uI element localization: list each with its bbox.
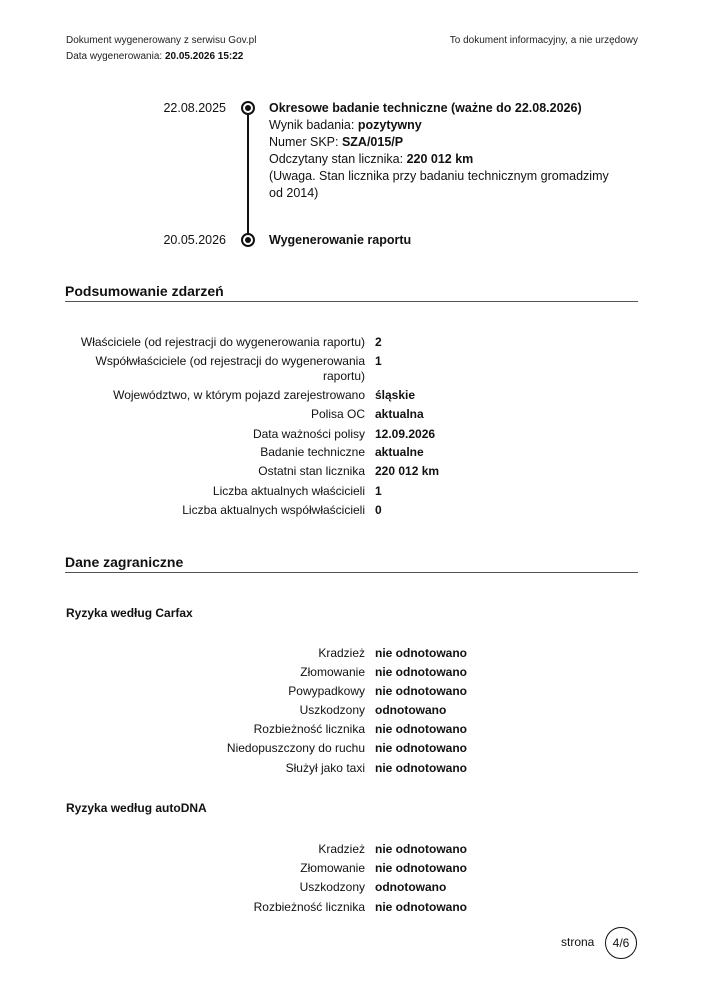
row-value: aktualne [375,445,424,459]
timeline-dot-icon [241,233,255,247]
odometer-label: Odczytany stan licznika: [269,152,404,166]
row-value: 12.09.2026 [375,427,436,441]
timeline-event-inspection [269,100,614,202]
row-key: Właściciele (od rejestracji do wygenerowania raportu) [80,335,365,349]
row-value: 2 [375,335,382,349]
row-key: Służył jako taxi [285,761,365,775]
page-number: 4/6 [605,927,637,959]
row-key: Rozbieżność licznika [253,722,365,736]
section-title-foreign: Dane zagraniczne [65,554,638,573]
row-key: Data ważności polisy [252,427,365,441]
skp-label: Numer SKP: [269,135,339,149]
row-value: odnotowano [375,880,447,894]
row-key: Uszkodzony [299,703,365,717]
row-value: 1 [375,484,382,498]
row-key: Kradzież [318,646,365,660]
row-value: odnotowano [375,703,447,717]
header-disclaimer: To dokument informacyjny, a nie urzędowy [449,35,638,46]
event-title: Okresowe badanie techniczne (ważne do 22.08.2026) [269,101,582,115]
row-key: Badanie techniczne [260,445,365,459]
row-value: 1 [375,354,382,368]
subsection-title-autodna: Ryzyka według autoDNA [66,801,207,815]
header-generated-date [66,51,243,62]
row-key: Rozbieżność licznika [253,900,365,914]
row-value: nie odnotowano [375,861,467,875]
row-key: Ostatni stan licznika [258,464,365,478]
row-value: nie odnotowano [375,665,467,679]
header-source: Dokument wygenerowany z serwisu Gov.pl [66,35,257,46]
page-label: strona [561,935,595,949]
subsection-title-carfax: Ryzyka według Carfax [66,606,193,620]
generated-date-label: Data wygenerowania: [66,51,163,62]
result-value: pozytywny [357,118,422,132]
row-value: 220 012 km [375,464,440,478]
row-key: Złomowanie [300,861,365,875]
timeline-date: 22.08.2025 [163,101,226,115]
row-key: Powypadkowy [288,684,365,698]
odometer-value: 220 012 km [406,152,474,166]
row-value: nie odnotowano [375,646,467,660]
event-title: Wygenerowanie raportu [269,233,412,247]
row-value: nie odnotowano [375,741,467,755]
row-value: 0 [375,503,382,517]
row-key: Liczba aktualnych współwłaścicieli [182,503,365,517]
timeline-dot-icon [241,101,255,115]
odometer-note: (Uwaga. Stan licznika przy badaniu technicznym gromadzimy od 2014) [269,169,609,200]
row-value: nie odnotowano [375,842,467,856]
section-title-summary: Podsumowanie zdarzeń [65,283,638,302]
row-key: Polisa OC [310,407,365,421]
row-value: aktualna [375,407,424,421]
row-value: nie odnotowano [375,900,467,914]
row-key: Uszkodzony [299,880,365,894]
timeline-line [247,107,249,240]
timeline-event-report [269,232,614,249]
row-key: Liczba aktualnych właścicieli [212,484,365,498]
row-value: nie odnotowano [375,761,467,775]
row-key: Współwłaściciele (od rejestracji do wygenerowania raportu) [95,354,365,383]
row-value: nie odnotowano [375,722,467,736]
generated-date-value: 20.05.2026 15:22 [164,51,244,62]
skp-value: SZA/015/P [341,135,404,149]
row-value: nie odnotowano [375,684,467,698]
result-label: Wynik badania: [269,118,355,132]
row-key: Złomowanie [300,665,365,679]
row-key: Województwo, w którym pojazd zarejestrowano [113,388,365,402]
row-key: Kradzież [318,842,365,856]
row-value: śląskie [375,388,416,402]
row-key: Niedopuszczony do ruchu [226,741,365,755]
timeline-date: 20.05.2026 [163,233,226,247]
